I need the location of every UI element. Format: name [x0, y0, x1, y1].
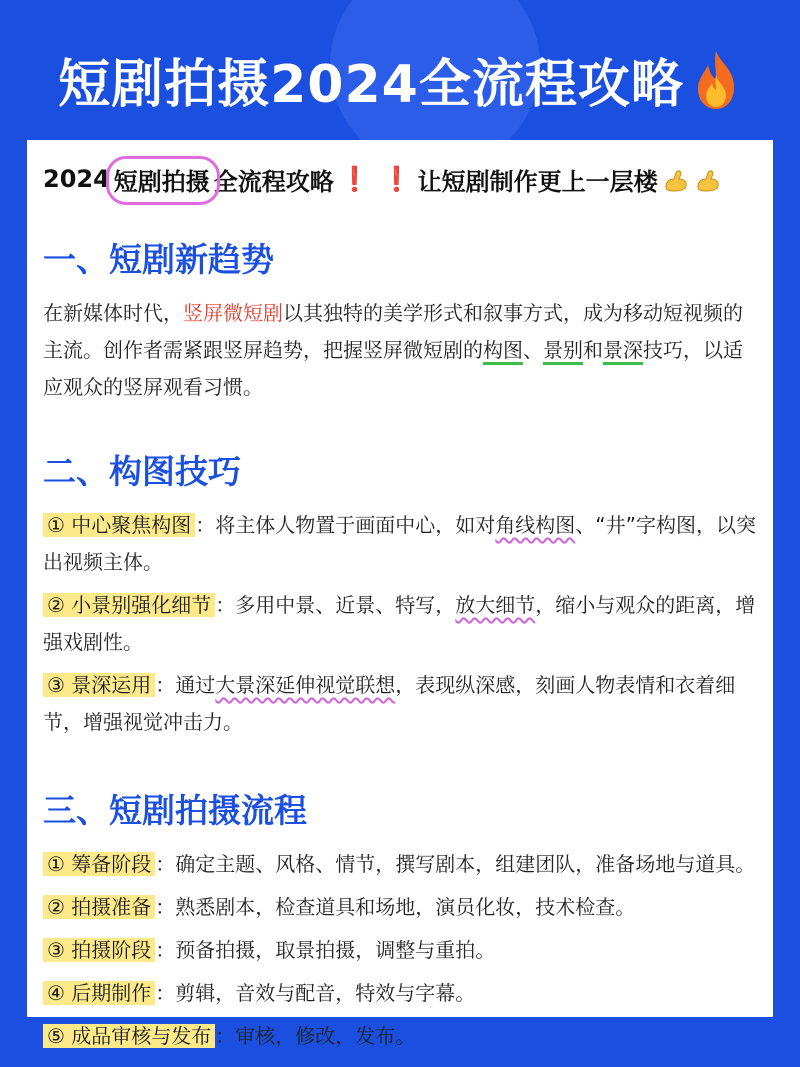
- item-label: ⑤ 成品审核与发布: [43, 1024, 215, 1048]
- underline-green: 景深: [603, 338, 643, 365]
- underline-green: 景别: [543, 338, 583, 365]
- item-label: ③ 景深运用: [43, 673, 155, 697]
- list-item: ③ 景深运用 ：通过大景深延伸视觉联想，表现纵深感，刻画人物表情和衣着细节，增强视觉冲击力。: [43, 673, 736, 734]
- highlight-red: 竖屏微短剧: [183, 301, 283, 325]
- list-item: ⑤ 成品审核与发布 ：审核，修改，发布。: [43, 1018, 757, 1055]
- section-heading-trends: 一、短剧新趋势: [43, 240, 274, 279]
- fire-icon: [690, 49, 742, 111]
- exclamation-icon: ❗: [339, 165, 370, 193]
- list-item: ② 拍摄准备 ：熟悉剧本，检查道具和场地，演员化妆，技术检查。: [43, 889, 757, 926]
- intro-line: [43, 160, 757, 198]
- list-item: ① 中心聚焦构图 ：将主体人物置于画面中心，如对角线构图、“井”字构图，以突出视频主体。: [43, 513, 757, 574]
- content-card: [27, 140, 773, 1048]
- exclamation-icon: ❗: [381, 165, 412, 193]
- item-label: ① 中心聚焦构图: [43, 513, 195, 537]
- trends-paragraph: 在新媒体时代，竖屏微短剧以其独特的美学形式和叙事方式，成为移动短视频的主流。创作者需紧跟竖屏趋势，把握竖屏微短剧的构图、景别和景深技巧，以适应观众的竖屏观看习惯。: [43, 301, 743, 399]
- section-heading-composition: 二、构图技巧: [43, 452, 241, 491]
- list-item: ② 小景别强化细节 ：多用中景、近景、特写，放大细节，缩小与观众的距离，增强戏剧性。: [43, 593, 756, 654]
- list-item: ④ 后期制作 ：剪辑，音效与配音，特效与字幕。: [43, 975, 757, 1012]
- intro-circled-keyword: 短剧拍摄: [110, 162, 214, 197]
- list-item: ① 筹备阶段 ：确定主题、风格、情节，撰写剧本，组建团队，准备场地与道具。: [43, 846, 757, 883]
- page-title: [0, 42, 800, 117]
- flexed-biceps-icon: [694, 165, 722, 193]
- flexed-biceps-icon: [662, 165, 690, 193]
- section-heading-process: 三、短剧拍摄流程: [43, 791, 307, 830]
- page-title-text: 短剧拍摄2024全流程攻略: [58, 55, 684, 115]
- underline-green: 构图: [483, 338, 523, 365]
- wavy-underline: 放大细节: [455, 593, 536, 617]
- item-label: ② 小景别强化细节: [43, 593, 215, 617]
- intro-slogan: 让短剧制作更上一层楼: [417, 167, 658, 196]
- item-label: ② 拍摄准备: [43, 895, 155, 919]
- wavy-underline: 角线构图: [495, 513, 576, 537]
- item-label: ③ 拍摄阶段: [43, 938, 155, 962]
- intro-year: 2024: [43, 165, 110, 193]
- intro-text: 全流程攻略: [213, 167, 334, 196]
- item-label: ④ 后期制作: [43, 981, 155, 1005]
- wavy-underline: 大景深延伸视觉联想: [215, 673, 396, 697]
- list-item: ③ 拍摄阶段 ：预备拍摄，取景拍摄，调整与重拍。: [43, 932, 757, 969]
- item-label: ① 筹备阶段: [43, 852, 155, 876]
